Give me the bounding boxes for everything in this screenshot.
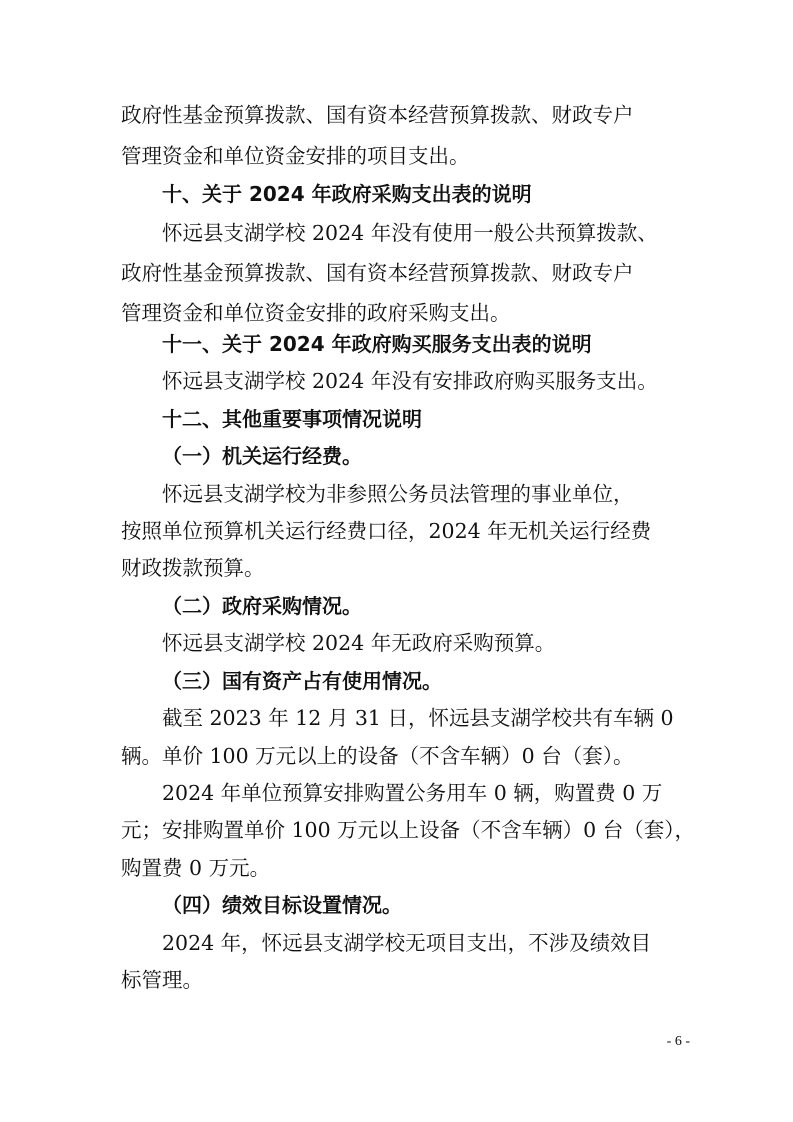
body-text-line: 管理资金和单位资金安排的项目支出。 xyxy=(121,144,470,168)
page-number: - 6 - xyxy=(666,1034,690,1049)
body-text-line: 截至 2023 年 12 月 31 日，怀远县支湖学校共有车辆 0 xyxy=(162,706,674,730)
subsection-heading-3: （三）国有资产占有使用情况。 xyxy=(162,669,442,693)
body-text-line: 怀远县支湖学校 2024 年没有使用一般公共预算拨款、 xyxy=(162,221,658,245)
body-text-line: 购置费 0 万元。 xyxy=(121,856,271,880)
section-heading-10: 十、关于 2024 年政府采购支出表的说明 xyxy=(162,182,532,206)
body-text-line: 政府性基金预算拨款、国有资本经营预算拨款、财政专户 xyxy=(121,261,634,285)
section-heading-12: 十二、其他重要事项情况说明 xyxy=(162,407,422,431)
body-text-line: 标管理。 xyxy=(121,968,203,992)
body-text-line: 元；安排购置单价 100 万元以上设备（不含车辆）0 台（套）， xyxy=(121,818,695,842)
body-text-line: 怀远县支湖学校为非参照公务员法管理的事业单位， xyxy=(162,482,634,506)
body-text-line: 2024 年，怀远县支湖学校无项目支出，不涉及绩效目 xyxy=(162,931,652,955)
body-text-line: 财政拨款预算。 xyxy=(121,556,265,580)
body-text-line: 按照单位预算机关运行经费口径，2024 年无机关运行经费 xyxy=(121,519,652,543)
body-text-line: 怀远县支湖学校 2024 年没有安排政府购买服务支出。 xyxy=(162,369,658,393)
body-text-line: 政府性基金预算拨款、国有资本经营预算拨款、财政专户 xyxy=(121,103,634,127)
body-text-line: 怀远县支湖学校 2024 年无政府采购预算。 xyxy=(162,631,556,655)
body-text-line: 管理资金和单位资金安排的政府采购支出。 xyxy=(121,301,511,325)
subsection-heading-4: （四）绩效目标设置情况。 xyxy=(162,893,402,917)
subsection-heading-1: （一）机关运行经费。 xyxy=(162,444,362,468)
section-heading-11: 十一、关于 2024 年政府购买服务支出表的说明 xyxy=(162,332,592,356)
subsection-heading-2: （二）政府采购情况。 xyxy=(162,594,362,618)
body-text-line: 辆。单价 100 万元以上的设备（不含车辆）0 台（套）。 xyxy=(121,744,634,768)
body-text-line: 2024 年单位预算安排购置公务用车 0 辆，购置费 0 万 xyxy=(162,781,663,805)
